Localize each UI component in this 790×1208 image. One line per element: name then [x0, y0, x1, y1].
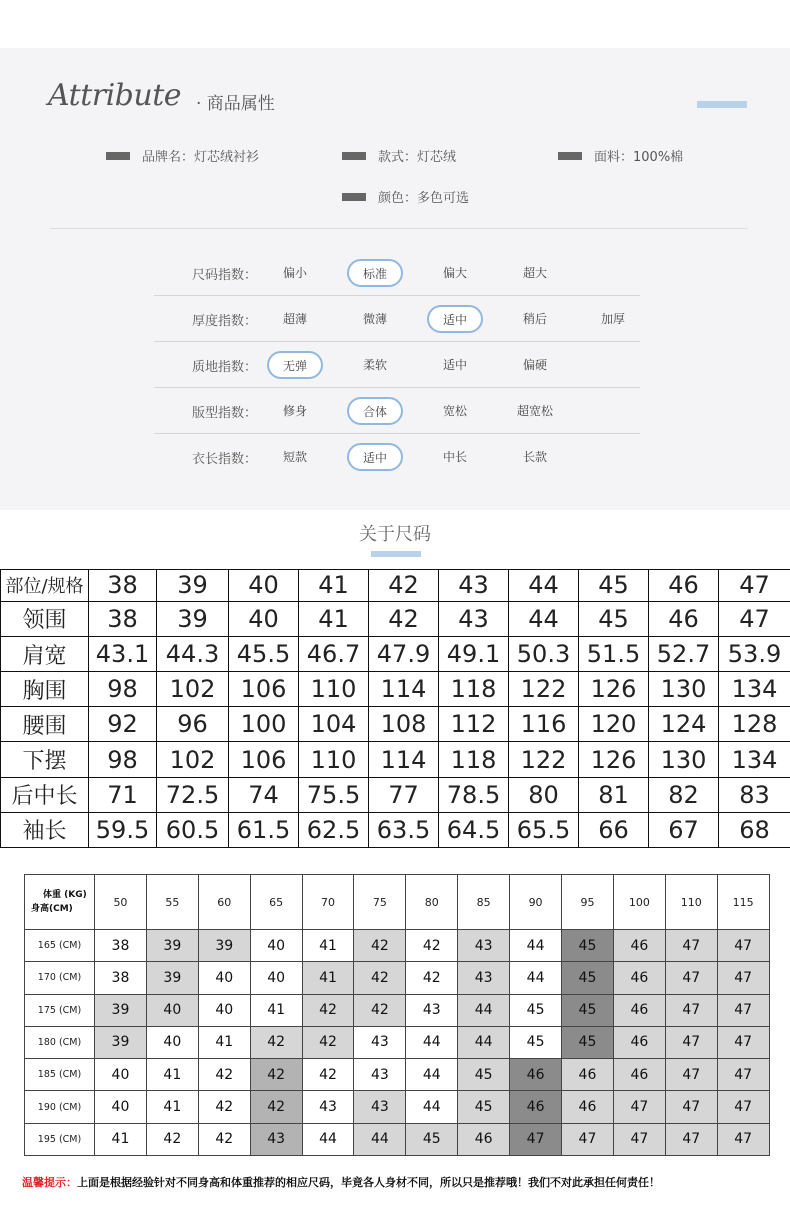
column-header: 115 [717, 875, 769, 930]
table-cell: 124 [649, 707, 719, 742]
column-header: 55 [146, 875, 198, 930]
table-cell: 43 [250, 1123, 302, 1155]
row-header: 袖长 [1, 812, 89, 847]
table-cell: 39 [95, 994, 147, 1026]
table-cell: 42 [302, 1026, 354, 1058]
index-option: 短款 [282, 450, 307, 464]
table-cell: 100 [229, 707, 299, 742]
square-bullet-icon [106, 152, 130, 160]
index-option: 超大 [522, 266, 547, 280]
index-row [154, 434, 640, 480]
table-cell: 47 [719, 570, 790, 602]
table-cell: 42 [406, 962, 458, 994]
index-label: 尺码指数： [192, 268, 258, 283]
table-cell: 75.5 [299, 777, 369, 812]
table-cell: 44 [509, 570, 579, 602]
table-cell: 43 [354, 1091, 406, 1123]
row-header: 领围 [1, 601, 89, 636]
table-cell: 80 [509, 777, 579, 812]
table-cell: 42 [302, 1059, 354, 1091]
table-cell: 44 [510, 930, 562, 962]
table-cell: 46 [510, 1059, 562, 1091]
table-cell: 47 [510, 1123, 562, 1155]
table-cell: 130 [649, 742, 719, 777]
table-cell: 39 [95, 1026, 147, 1058]
table-cell: 40 [198, 994, 250, 1026]
table-cell: 47 [717, 1059, 769, 1091]
table-cell: 44 [509, 601, 579, 636]
table-cell: 46 [562, 1059, 614, 1091]
table-cell: 43 [458, 962, 510, 994]
table-row [1, 637, 790, 672]
table-cell: 40 [198, 962, 250, 994]
table-cell: 47 [717, 1026, 769, 1058]
table-cell: 45 [562, 962, 614, 994]
table-cell: 47 [717, 1091, 769, 1123]
corner-cell [25, 875, 95, 930]
table-cell: 42 [146, 1123, 198, 1155]
column-header: 65 [250, 875, 302, 930]
table-cell: 64.5 [439, 812, 509, 847]
column-header: 100 [613, 875, 665, 930]
table-cell: 47 [665, 1091, 717, 1123]
row-header: 195 (CM) [25, 1123, 95, 1155]
table-cell: 40 [229, 570, 299, 602]
table-cell: 118 [439, 742, 509, 777]
table-cell: 47 [717, 962, 769, 994]
table-cell: 38 [95, 930, 147, 962]
table-cell: 53.9 [719, 637, 790, 672]
row-header: 腰围 [1, 707, 89, 742]
table-cell: 45 [458, 1091, 510, 1123]
recommend-table-wrap [24, 874, 769, 1156]
table-cell: 46 [613, 962, 665, 994]
index-option: 超宽松 [516, 404, 553, 418]
table-cell: 47 [665, 962, 717, 994]
table-cell: 126 [579, 742, 649, 777]
recommend-table [24, 874, 770, 1156]
table-cell: 110 [299, 672, 369, 707]
table-cell: 41 [198, 1026, 250, 1058]
table-row [1, 812, 790, 847]
table-cell: 46.7 [299, 637, 369, 672]
table-cell: 44 [406, 1059, 458, 1091]
table-cell: 46 [458, 1123, 510, 1155]
table-cell: 45 [579, 570, 649, 602]
table-cell: 74 [229, 777, 299, 812]
attribute-logo: Attribute [48, 78, 182, 113]
table-cell: 47 [717, 930, 769, 962]
table-cell: 42 [198, 1091, 250, 1123]
index-label: 衣长指数： [192, 452, 258, 467]
table-cell: 81 [579, 777, 649, 812]
table-row [1, 707, 790, 742]
table-cell: 46 [613, 1026, 665, 1058]
table-cell: 41 [302, 962, 354, 994]
table-cell: 118 [439, 672, 509, 707]
table-cell: 110 [299, 742, 369, 777]
table-cell: 47 [665, 1123, 717, 1155]
table-cell: 46 [649, 601, 719, 636]
table-cell: 42 [406, 930, 458, 962]
table-cell: 63.5 [369, 812, 439, 847]
table-cell: 130 [649, 672, 719, 707]
table-cell: 114 [369, 672, 439, 707]
index-option-selected: 无弹 [267, 351, 323, 379]
table-cell: 43 [406, 994, 458, 1026]
index-option-selected: 适中 [347, 443, 403, 471]
table-cell: 47 [562, 1123, 614, 1155]
table-cell: 47 [665, 1059, 717, 1091]
table-row [25, 1026, 770, 1058]
table-cell: 46 [510, 1091, 562, 1123]
table-cell: 45 [458, 1059, 510, 1091]
table-row [1, 742, 790, 777]
column-header: 95 [562, 875, 614, 930]
table-cell: 46 [613, 1059, 665, 1091]
table-cell: 47 [665, 930, 717, 962]
table-cell: 42 [198, 1123, 250, 1155]
table-cell: 47 [717, 994, 769, 1026]
accent-bar [371, 551, 421, 557]
row-header: 175 (CM) [25, 994, 95, 1026]
table-cell: 45 [406, 1123, 458, 1155]
table-cell: 47 [719, 601, 790, 636]
table-cell: 41 [146, 1091, 198, 1123]
index-label: 厚度指数： [192, 314, 258, 329]
row-header: 170 (CM) [25, 962, 95, 994]
column-header: 85 [458, 875, 510, 930]
meta-brand: 品牌名：灯芯绒衬衫 [106, 146, 259, 165]
column-header: 80 [406, 875, 458, 930]
row-header: 190 (CM) [25, 1091, 95, 1123]
table-cell: 61.5 [229, 812, 299, 847]
row-header: 185 (CM) [25, 1059, 95, 1091]
size-section-title: 关于尺码 [359, 524, 431, 545]
index-option: 偏大 [442, 266, 467, 280]
column-header: 90 [510, 875, 562, 930]
table-cell: 42 [250, 1059, 302, 1091]
index-row [154, 250, 640, 296]
table-row [25, 930, 770, 962]
height-axis-label: 身高(CM) [31, 904, 73, 915]
table-cell: 65.5 [509, 812, 579, 847]
table-cell: 44 [458, 994, 510, 1026]
table-cell: 42 [198, 1059, 250, 1091]
table-cell: 41 [250, 994, 302, 1026]
table-cell: 46 [613, 930, 665, 962]
table-cell: 122 [509, 672, 579, 707]
table-cell: 38 [89, 601, 157, 636]
index-row [154, 342, 640, 388]
square-bullet-icon [558, 152, 582, 160]
meta-color: 颜色：多色可选 [342, 187, 469, 206]
table-cell: 52.7 [649, 637, 719, 672]
table-cell: 96 [157, 707, 229, 742]
table-cell: 106 [229, 672, 299, 707]
index-label: 版型指数： [192, 406, 258, 421]
table-cell: 42 [369, 570, 439, 602]
table-cell: 43.1 [89, 637, 157, 672]
table-cell: 77 [369, 777, 439, 812]
table-row [1, 570, 790, 602]
table-cell: 39 [146, 930, 198, 962]
table-row [1, 672, 790, 707]
table-cell: 43 [354, 1059, 406, 1091]
table-cell: 108 [369, 707, 439, 742]
table-cell: 43 [302, 1091, 354, 1123]
table-row [25, 1123, 770, 1155]
column-header: 60 [198, 875, 250, 930]
table-cell: 114 [369, 742, 439, 777]
table-cell: 41 [302, 930, 354, 962]
table-cell: 126 [579, 672, 649, 707]
table-cell: 40 [95, 1091, 147, 1123]
table-cell: 45 [562, 1026, 614, 1058]
table-cell: 72.5 [157, 777, 229, 812]
row-header: 肩宽 [1, 637, 89, 672]
table-cell: 46 [562, 1091, 614, 1123]
size-table [0, 569, 790, 848]
table-cell: 46 [613, 994, 665, 1026]
column-header: 50 [95, 875, 147, 930]
row-header: 180 (CM) [25, 1026, 95, 1058]
table-cell: 82 [649, 777, 719, 812]
table-cell: 40 [250, 930, 302, 962]
index-option: 偏小 [282, 266, 307, 280]
table-cell: 102 [157, 672, 229, 707]
table-cell: 43 [354, 1026, 406, 1058]
column-header: 75 [354, 875, 406, 930]
meta-fabric: 面料：100%棉 [558, 146, 683, 165]
table-cell: 44 [354, 1123, 406, 1155]
square-bullet-icon [342, 193, 366, 201]
table-cell: 44 [458, 1026, 510, 1058]
row-header: 165 (CM) [25, 930, 95, 962]
row-header: 下摆 [1, 742, 89, 777]
accent-bar [697, 101, 747, 108]
table-cell: 49.1 [439, 637, 509, 672]
index-row [154, 296, 640, 342]
weight-axis-label: 体重 (KG) [43, 890, 87, 901]
index-option: 稍后 [522, 312, 547, 326]
table-cell: 39 [146, 962, 198, 994]
table-cell: 98 [89, 742, 157, 777]
table-cell: 39 [157, 601, 229, 636]
table-cell: 47 [613, 1091, 665, 1123]
table-cell: 60.5 [157, 812, 229, 847]
table-cell: 39 [198, 930, 250, 962]
table-cell: 134 [719, 742, 790, 777]
table-cell: 71 [89, 777, 157, 812]
table-cell: 62.5 [299, 812, 369, 847]
table-cell: 44 [406, 1026, 458, 1058]
table-row [25, 1059, 770, 1091]
table-cell: 66 [579, 812, 649, 847]
attribute-subtitle: · 商品属性 [196, 94, 275, 114]
table-cell: 47.9 [369, 637, 439, 672]
table-cell: 68 [719, 812, 790, 847]
square-bullet-icon [342, 152, 366, 160]
table-cell: 104 [299, 707, 369, 742]
note: 温馨提示：上面是根据经验针对不同身高和体重推荐的相应尺码，毕竟各人身材不同，所以只是推荐哦！我们不对此承担任何责任！ [22, 1176, 660, 1189]
table-cell: 83 [719, 777, 790, 812]
table-cell: 39 [157, 570, 229, 602]
table-cell: 45 [562, 930, 614, 962]
table-cell: 42 [302, 994, 354, 1026]
table-cell: 40 [146, 1026, 198, 1058]
table-cell: 42 [250, 1091, 302, 1123]
table-cell: 46 [649, 570, 719, 602]
table-cell: 44 [406, 1091, 458, 1123]
table-cell: 40 [229, 601, 299, 636]
table-cell: 98 [89, 672, 157, 707]
table-cell: 38 [95, 962, 147, 994]
table-cell: 50.3 [509, 637, 579, 672]
index-option: 中长 [442, 450, 467, 464]
index-option: 微薄 [362, 312, 387, 326]
index-option-selected: 合体 [347, 397, 403, 425]
table-cell: 45 [510, 994, 562, 1026]
meta-style: 款式：灯芯绒 [342, 146, 456, 165]
index-option: 偏硬 [522, 358, 547, 372]
table-cell: 44.3 [157, 637, 229, 672]
table-cell: 67 [649, 812, 719, 847]
table-cell: 42 [354, 930, 406, 962]
table-cell: 78.5 [439, 777, 509, 812]
table-row [25, 994, 770, 1026]
table-cell: 92 [89, 707, 157, 742]
header-row [25, 875, 770, 930]
table-cell: 45 [510, 1026, 562, 1058]
table-cell: 45.5 [229, 637, 299, 672]
table-cell: 102 [157, 742, 229, 777]
index-label: 质地指数： [192, 360, 258, 375]
table-cell: 43 [458, 930, 510, 962]
table-cell: 122 [509, 742, 579, 777]
table-cell: 42 [354, 994, 406, 1026]
column-header: 70 [302, 875, 354, 930]
table-cell: 47 [665, 1026, 717, 1058]
table-cell: 42 [354, 962, 406, 994]
table-cell: 38 [89, 570, 157, 602]
table-cell: 47 [717, 1123, 769, 1155]
table-cell: 40 [95, 1059, 147, 1091]
row-header: 胸围 [1, 672, 89, 707]
column-header: 110 [665, 875, 717, 930]
table-cell: 43 [439, 601, 509, 636]
table-cell: 40 [250, 962, 302, 994]
table-row [25, 1091, 770, 1123]
table-cell: 40 [146, 994, 198, 1026]
table-cell: 45 [562, 994, 614, 1026]
index-row [154, 388, 640, 434]
table-cell: 45 [579, 601, 649, 636]
table-row [1, 777, 790, 812]
table-cell: 42 [369, 601, 439, 636]
index-option: 加厚 [600, 312, 625, 326]
index-option: 柔软 [362, 358, 387, 372]
table-cell: 47 [613, 1123, 665, 1155]
divider [50, 228, 748, 229]
index-option: 修身 [282, 404, 307, 418]
table-cell: 116 [509, 707, 579, 742]
index-option: 长款 [522, 450, 547, 464]
index-option: 超薄 [282, 312, 307, 326]
table-cell: 106 [229, 742, 299, 777]
row-header: 部位/规格 [1, 570, 89, 602]
table-cell: 41 [95, 1123, 147, 1155]
table-cell: 59.5 [89, 812, 157, 847]
table-row [25, 962, 770, 994]
index-option-selected: 标准 [347, 259, 403, 287]
table-cell: 51.5 [579, 637, 649, 672]
table-cell: 44 [510, 962, 562, 994]
table-cell: 134 [719, 672, 790, 707]
table-cell: 128 [719, 707, 790, 742]
table-cell: 41 [299, 601, 369, 636]
index-option-selected: 适中 [427, 305, 483, 333]
table-cell: 41 [146, 1059, 198, 1091]
table-cell: 41 [299, 570, 369, 602]
table-cell: 44 [302, 1123, 354, 1155]
row-header: 后中长 [1, 777, 89, 812]
index-option: 适中 [442, 358, 467, 372]
table-cell: 43 [439, 570, 509, 602]
table-cell: 120 [579, 707, 649, 742]
table-cell: 47 [665, 994, 717, 1026]
table-row [1, 601, 790, 636]
table-cell: 112 [439, 707, 509, 742]
index-option: 宽松 [442, 404, 467, 418]
table-cell: 42 [250, 1026, 302, 1058]
